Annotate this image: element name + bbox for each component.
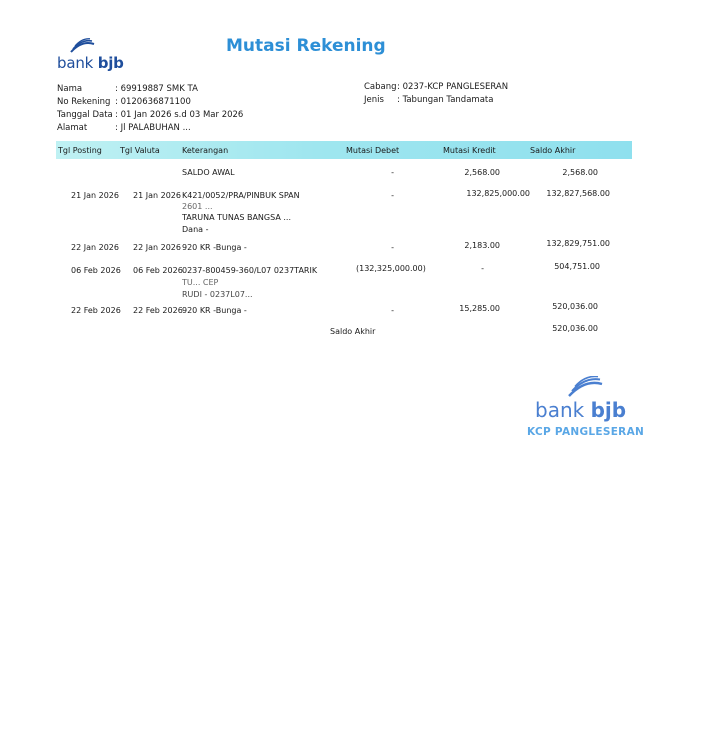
row-debet: - [391, 168, 394, 177]
row-keterangan-line: TARUNA TUNAS BANGSA ... [182, 213, 291, 222]
info-label: Jenis [364, 95, 384, 105]
row-keterangan-line: TU... CEP [182, 278, 219, 287]
info-value: : 0120636871100 [115, 97, 191, 107]
stamp-logo-icon [565, 376, 605, 398]
row-kredit: 2,183.00 [464, 241, 500, 250]
footer-saldo-akhir-label: Saldo Akhir [330, 327, 376, 336]
info-jenis [364, 95, 493, 105]
info-value: : 69919887 SMK TA [115, 84, 198, 94]
col-header-mutasi-kredit: Mutasi Kredit [443, 146, 496, 155]
row-debet: - [391, 243, 394, 252]
col-header-keterangan: Keterangan [182, 146, 229, 155]
info-label: Tanggal Data [57, 110, 113, 120]
row-keterangan-line: 2601 ... [182, 202, 213, 211]
row-saldo: 132,829,751.00 [546, 239, 610, 248]
row-keterangan-line: 920 KR -Bunga - [182, 243, 247, 252]
row-kredit: - [481, 264, 484, 273]
row-tgl-valuta: 21 Jan 2026 [133, 191, 181, 200]
info-value: : 01 Jan 2026 s.d 03 Mar 2026 [115, 110, 244, 120]
col-header-saldo-akhir: Saldo Akhir [530, 146, 576, 155]
row-debet: - [391, 306, 394, 315]
row-saldo: 504,751.00 [554, 262, 600, 271]
row-kredit: 132,825,000.00 [466, 189, 530, 198]
row-tgl-posting: 22 Jan 2026 [71, 243, 119, 252]
row-saldo: 2,568.00 [562, 168, 598, 177]
row-kredit: 2,568.00 [464, 168, 500, 177]
info-cabang [364, 82, 508, 92]
row-kredit: 15,285.00 [459, 304, 500, 313]
row-keterangan-line: K421/0052/PRA/PINBUK SPAN [182, 191, 300, 200]
info-label: Nama [57, 84, 83, 94]
info-value: : Jl PALABUHAN ... [115, 123, 191, 133]
page-title: Mutasi Rekening [226, 36, 386, 56]
info-nama [57, 84, 198, 94]
info-no-rekening [57, 97, 191, 107]
col-header-mutasi-debet: Mutasi Debet [346, 146, 400, 155]
row-tgl-posting: 21 Jan 2026 [71, 191, 119, 200]
row-tgl-valuta: 06 Feb 2026 [133, 266, 183, 275]
row-tgl-posting: 06 Feb 2026 [71, 266, 121, 275]
info-alamat [57, 123, 191, 133]
row-keterangan-line: 0237-800459-360/L07 0237TARIK [182, 266, 318, 275]
info-label: Cabang [364, 82, 397, 92]
bank-logo-text: bank bjb [57, 54, 124, 72]
row-debet: (132,325,000.00) [356, 264, 426, 273]
bank-logo [57, 38, 137, 74]
row-keterangan-line: RUDI - 0237L07... [182, 290, 253, 299]
info-tanggal-data [57, 110, 243, 120]
row-keterangan: SALDO AWAL [182, 168, 235, 177]
stamp-bank-text: bank bjb [535, 398, 627, 422]
row-debet: - [391, 191, 394, 200]
col-header-tgl-valuta: Tgl Valuta [120, 146, 160, 155]
col-header-tgl-posting: Tgl Posting [58, 146, 102, 155]
row-keterangan-line: Dana - [182, 225, 209, 234]
bank-logo-icon [67, 38, 97, 54]
info-value: : Tabungan Tandamata [397, 95, 494, 105]
row-tgl-valuta: 22 Jan 2026 [133, 243, 181, 252]
row-keterangan-line: 920 KR -Bunga - [182, 306, 247, 315]
row-tgl-valuta: 22 Feb 2026 [133, 306, 183, 315]
info-label: No Rekening [57, 97, 111, 107]
info-label: Alamat [57, 123, 88, 133]
stamp-branch-text: KCP PANGLESERAN [527, 426, 645, 438]
bank-stamp [527, 376, 651, 446]
footer-saldo-akhir-value: 520,036.00 [552, 324, 598, 333]
info-value: : 0237-KCP PANGLESERAN [397, 82, 509, 92]
row-tgl-posting: 22 Feb 2026 [71, 306, 121, 315]
row-saldo: 520,036.00 [552, 302, 598, 311]
row-saldo: 132,827,568.00 [546, 189, 610, 198]
